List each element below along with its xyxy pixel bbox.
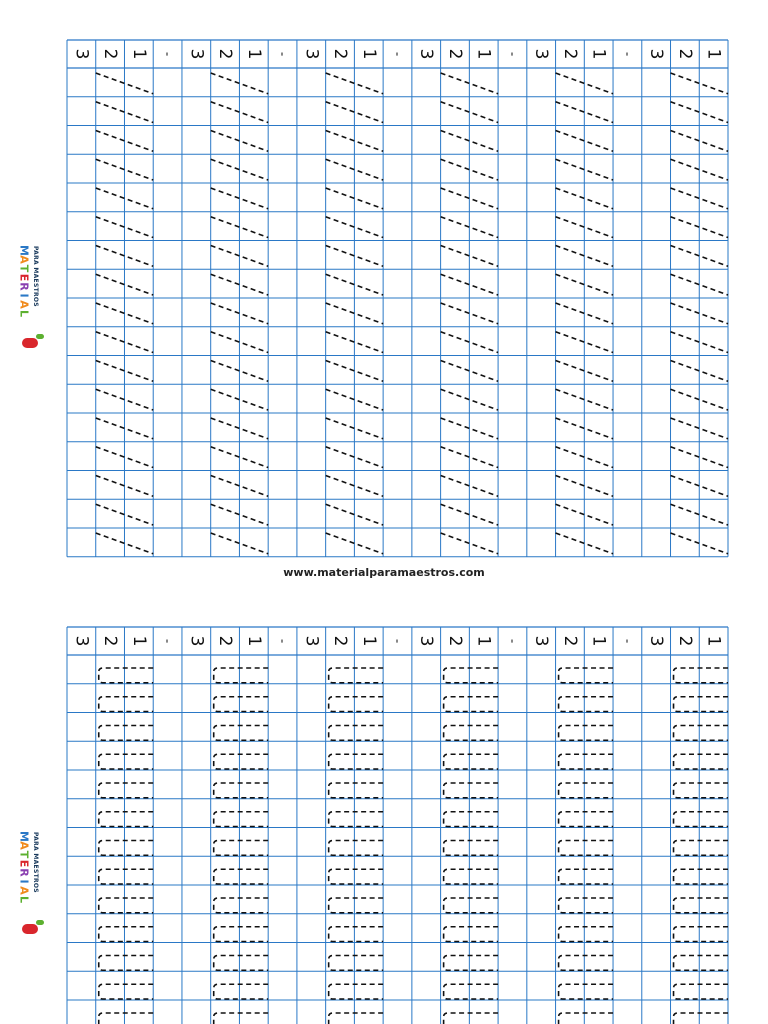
trace-bracket xyxy=(99,783,153,798)
brand-logo-letter: M xyxy=(17,245,31,256)
column-label: 2 xyxy=(100,48,121,60)
trace-bracket xyxy=(214,812,268,827)
column-label: 3 xyxy=(71,635,92,647)
column-label: 2 xyxy=(559,48,580,60)
column-label: - xyxy=(505,638,520,644)
trace-bracket xyxy=(329,956,383,971)
trace-bracket xyxy=(559,726,613,741)
brand-logo-letter: T xyxy=(17,850,31,859)
column-label: 1 xyxy=(703,635,724,647)
trace-bracket xyxy=(444,783,498,798)
trace-bracket xyxy=(559,841,613,856)
trace-bracket xyxy=(99,668,153,683)
brand-logo xyxy=(18,246,48,352)
trace-bracket xyxy=(329,1013,383,1024)
brand-logo-letter: I xyxy=(17,293,31,298)
trace-bracket xyxy=(674,898,728,913)
trace-bracket xyxy=(674,783,728,798)
trace-bracket xyxy=(674,726,728,741)
trace-bracket xyxy=(99,984,153,999)
column-label: 3 xyxy=(186,635,207,647)
trace-bracket xyxy=(674,869,728,884)
column-label: 2 xyxy=(215,48,236,60)
trace-bracket xyxy=(444,754,498,769)
trace-bracket xyxy=(329,668,383,683)
column-label: 2 xyxy=(674,48,695,60)
column-label: 2 xyxy=(674,635,695,647)
trace-bracket xyxy=(99,754,153,769)
trace-bracket xyxy=(559,927,613,942)
brand-logo-letter: T xyxy=(17,264,31,273)
column-label: - xyxy=(160,638,175,644)
brand-logo-subtitle: PARA MAESTROS xyxy=(32,246,39,307)
leaf-icon xyxy=(36,334,44,339)
column-label: - xyxy=(390,638,405,644)
trace-bracket xyxy=(329,898,383,913)
trace-bracket xyxy=(99,697,153,712)
column-label: 3 xyxy=(186,48,207,60)
brand-logo-letter: E xyxy=(17,859,31,868)
column-label: - xyxy=(620,638,635,644)
brand-logo-letter: A xyxy=(17,841,31,850)
column-label: 2 xyxy=(444,48,465,60)
trace-bracket xyxy=(214,841,268,856)
trace-bracket xyxy=(329,984,383,999)
trace-bracket xyxy=(214,984,268,999)
trace-bracket xyxy=(444,726,498,741)
brand-logo-letter: R xyxy=(17,868,31,877)
apple-icon xyxy=(22,338,38,348)
trace-bracket xyxy=(99,726,153,741)
trace-bracket xyxy=(214,697,268,712)
column-label: 1 xyxy=(243,635,264,647)
trace-bracket xyxy=(444,927,498,942)
column-label: 1 xyxy=(703,48,724,60)
brand-logo xyxy=(18,832,48,938)
trace-bracket xyxy=(444,812,498,827)
column-label: 3 xyxy=(301,48,322,60)
trace-bracket xyxy=(329,697,383,712)
brand-logo-letter: L xyxy=(17,309,31,317)
trace-bracket xyxy=(214,927,268,942)
brand-logo-letter: L xyxy=(17,895,31,903)
column-label: 1 xyxy=(588,635,609,647)
trace-bracket xyxy=(99,1013,153,1024)
column-label: 3 xyxy=(531,48,552,60)
brand-logo-word xyxy=(18,246,30,318)
trace-bracket xyxy=(99,841,153,856)
trace-bracket xyxy=(444,668,498,683)
brand-logo-letter: A xyxy=(17,255,31,264)
trace-bracket xyxy=(444,869,498,884)
column-label: - xyxy=(620,51,635,57)
column-label: 1 xyxy=(243,48,264,60)
column-label: 2 xyxy=(559,635,580,647)
trace-bracket xyxy=(559,1013,613,1024)
trace-bracket xyxy=(559,783,613,798)
column-label: 2 xyxy=(330,635,351,647)
column-label: - xyxy=(275,51,290,57)
trace-bracket xyxy=(674,697,728,712)
trace-bracket xyxy=(674,956,728,971)
trace-bracket xyxy=(559,956,613,971)
column-label: 3 xyxy=(646,48,667,60)
trace-bracket xyxy=(214,1013,268,1024)
trace-bracket xyxy=(674,1013,728,1024)
trace-bracket xyxy=(444,841,498,856)
column-label: 2 xyxy=(444,635,465,647)
column-label: 1 xyxy=(358,48,379,60)
column-label: 3 xyxy=(71,48,92,60)
column-label: 2 xyxy=(330,48,351,60)
trace-bracket xyxy=(214,726,268,741)
column-label: 1 xyxy=(128,48,149,60)
leaf-icon xyxy=(36,920,44,925)
trace-bracket xyxy=(559,754,613,769)
column-label: 1 xyxy=(473,48,494,60)
trace-bracket xyxy=(329,927,383,942)
trace-bracket xyxy=(559,984,613,999)
trace-bracket xyxy=(329,812,383,827)
column-label: 1 xyxy=(588,48,609,60)
trace-bracket xyxy=(99,927,153,942)
trace-bracket xyxy=(559,668,613,683)
trace-bracket xyxy=(674,984,728,999)
trace-bracket xyxy=(329,754,383,769)
trace-bracket xyxy=(329,869,383,884)
trace-bracket xyxy=(444,956,498,971)
column-label: 1 xyxy=(358,635,379,647)
trace-bracket xyxy=(214,898,268,913)
trace-bracket xyxy=(329,783,383,798)
trace-bracket xyxy=(99,898,153,913)
column-label: 3 xyxy=(416,48,437,60)
trace-bracket xyxy=(444,1013,498,1024)
trace-bracket xyxy=(674,754,728,769)
brand-logo-word xyxy=(18,832,30,904)
trace-bracket xyxy=(559,812,613,827)
trace-bracket xyxy=(444,898,498,913)
column-label: 1 xyxy=(128,635,149,647)
column-label: 3 xyxy=(416,635,437,647)
column-label: 1 xyxy=(473,635,494,647)
brand-logo-letter: I xyxy=(17,879,31,884)
trace-bracket xyxy=(674,668,728,683)
trace-bracket xyxy=(214,783,268,798)
column-label: 2 xyxy=(100,635,121,647)
brand-logo-letter: M xyxy=(17,831,31,842)
column-label: 2 xyxy=(215,635,236,647)
brand-logo-letter: A xyxy=(17,886,31,895)
trace-bracket xyxy=(99,956,153,971)
trace-bracket xyxy=(99,869,153,884)
column-label: 3 xyxy=(301,635,322,647)
column-label: 3 xyxy=(531,635,552,647)
trace-bracket xyxy=(559,898,613,913)
trace-bracket xyxy=(329,726,383,741)
column-label: - xyxy=(390,51,405,57)
trace-bracket xyxy=(444,984,498,999)
column-label: 3 xyxy=(646,635,667,647)
trace-bracket xyxy=(99,812,153,827)
trace-bracket xyxy=(214,869,268,884)
trace-bracket xyxy=(674,927,728,942)
trace-bracket xyxy=(444,697,498,712)
trace-bracket xyxy=(214,754,268,769)
apple-icon xyxy=(22,924,38,934)
trace-bracket xyxy=(559,869,613,884)
trace-bracket xyxy=(329,841,383,856)
brand-logo-letter: R xyxy=(17,282,31,291)
column-label: - xyxy=(160,51,175,57)
trace-bracket xyxy=(674,841,728,856)
brand-logo-letter: E xyxy=(17,273,31,282)
column-label: - xyxy=(505,51,520,57)
brand-logo-letter: A xyxy=(17,300,31,309)
website-footer: www.materialparamaestros.com xyxy=(283,566,485,579)
trace-bracket xyxy=(674,812,728,827)
trace-bracket xyxy=(214,956,268,971)
trace-bracket xyxy=(214,668,268,683)
column-label: - xyxy=(275,638,290,644)
brand-logo-subtitle: PARA MAESTROS xyxy=(32,832,39,893)
trace-bracket xyxy=(559,697,613,712)
